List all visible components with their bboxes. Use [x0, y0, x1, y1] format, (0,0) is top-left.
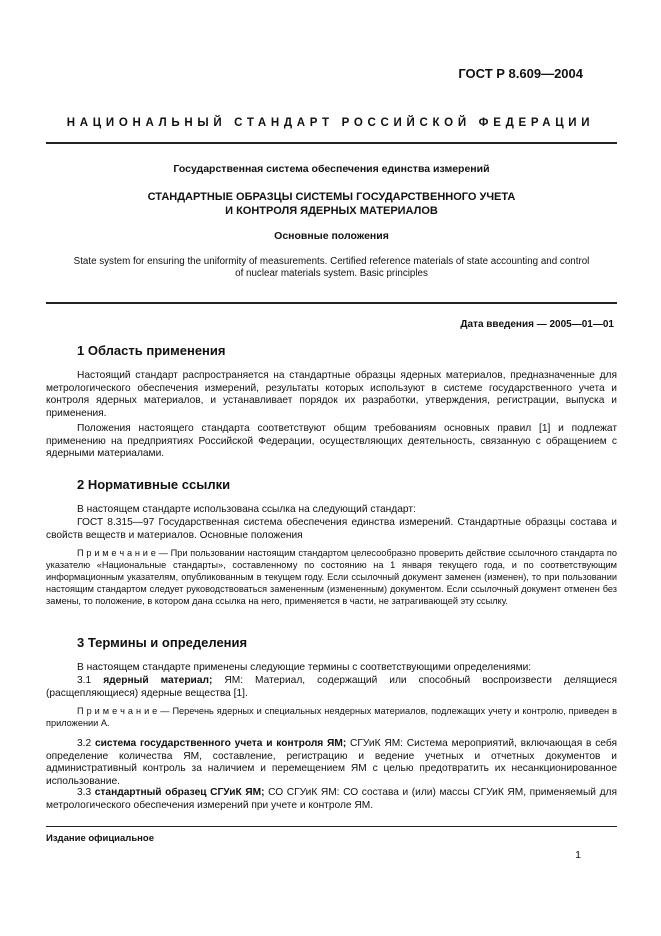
- official-edition-label: Издание официальное: [46, 833, 154, 844]
- term-definition: ЯМ: Материал, содержащий или способный воспроизвести делящиеся (расщепляющиеся) ядерные вещества [1].: [46, 675, 617, 699]
- note-label: П р и м е ч а н и е: [77, 548, 156, 558]
- term-3-3: [46, 787, 617, 812]
- section-3-intro: В настоящем стандарте применены следующие термины с соответствующими определениями:: [77, 662, 532, 673]
- english-title-line-1: State system for ensuring the uniformity of measurements. Certified reference materials of state accounting and control: [73, 256, 590, 267]
- section-2-note: [46, 547, 617, 607]
- english-title: [46, 256, 617, 280]
- section-3-heading: 3 Термины и определения: [77, 635, 248, 650]
- term-name: ядерный материал;: [103, 675, 213, 686]
- note-text: — Перечень ядерных и специальных неядерных материалов, подлежащих учету и контролю, приведен в приложении А.: [46, 706, 617, 728]
- section-2-paragraph-1: В настоящем стандарте использована ссылка на следующий стандарт:: [77, 504, 416, 515]
- basic-principles-subtitle: Основные положения: [274, 230, 389, 242]
- term-definition: СО СГУиК ЯМ: СО состава и (или) массы СГУиК ЯМ, применяемый для метрологического обеспечения измерений при учете и контроле ЯМ.: [46, 787, 617, 811]
- section-1-paragraph-2: Положения настоящего стандарта соответствуют общим требованиям основных правил [1] и подлежат применению на предприятиях Российской Федерации, осуществляющих деятельность, связанную с обращением с ядерными материалами.: [46, 423, 617, 459]
- title-divider: [46, 302, 617, 304]
- term-3-2: [46, 738, 617, 788]
- english-title-line-2: of nuclear materials system. Basic principles: [235, 268, 428, 279]
- term-number: 3.3: [77, 787, 92, 798]
- note-text: — При пользовании настоящим стандартом целесообразно проверить действие ссылочного стандарта по указателю «Национальные стандарты», составленному по состоянию на 1 января текущего года, и по соответствующим информационным указателям, опубликованным в текущем году. Если ссылочный документ заменен (изменен), то при пользовании настоящим стандартом следует руководствоваться замененным (измененным) документом. Если ссылочный документ отменен без замены, то положение, в котором дана ссылка на него, применяется в части, не затрагивающей эту ссылку.: [46, 548, 617, 606]
- section-1-paragraph-1: Настоящий стандарт распространяется на стандартные образцы ядерных материалов, предназначенные для метрологического обеспечения измерений, результаты которых используют в системе государственного учета и контроля ядерных материалов, и устанавливает порядок их разработки, утверждения, регистрации, выпуска и применения.: [46, 370, 617, 419]
- section-2-reference: ГОСТ 8.315—97 Государственная система обеспечения единства измерений. Стандартные образцы состава и свойств веществ и материалов. Основные положения: [46, 517, 617, 541]
- term-number: 3.1: [77, 675, 92, 686]
- document-title: [46, 190, 617, 218]
- term-name: стандартный образец СГУиК ЯМ;: [94, 787, 265, 798]
- document-number: ГОСТ Р 8.609—2004: [458, 66, 583, 81]
- title-line-2: И КОНТРОЛЯ ЯДЕРНЫХ МАТЕРИАЛОВ: [225, 205, 438, 217]
- title-line-1: СТАНДАРТНЫЕ ОБРАЗЦЫ СИСТЕМЫ ГОСУДАРСТВЕННОГО УЧЕТА: [147, 191, 516, 203]
- introduction-date: Дата введения — 2005—01—01: [460, 319, 614, 330]
- note-label: П р и м е ч а н и е: [77, 706, 158, 716]
- term-3-1: [46, 675, 617, 700]
- term-number: 3.2: [77, 738, 92, 749]
- section-1-heading: 1 Область применения: [77, 343, 226, 358]
- section-3-note: [46, 705, 617, 729]
- section-2-heading: 2 Нормативные ссылки: [77, 477, 231, 492]
- national-standard-banner: НАЦИОНАЛЬНЫЙ СТАНДАРТ РОССИЙСКОЙ ФЕДЕРАЦИИ: [66, 117, 595, 129]
- footer-divider: [46, 826, 617, 827]
- top-divider: [46, 142, 617, 144]
- standard-series-subtitle: Государственная система обеспечения единства измерений: [173, 163, 490, 175]
- term-definition: СГУиК ЯМ: Система мероприятий, включающая в себя определение количества ЯМ, составление, регистрацию и ведение учетных и отчетных документов и административный контроль за наличием и перемещением ЯМ с целью предотвратить их несанкционированное использование.: [46, 738, 617, 787]
- term-name: система государственного учета и контроля ЯМ;: [94, 738, 347, 749]
- page-number: 1: [575, 849, 581, 861]
